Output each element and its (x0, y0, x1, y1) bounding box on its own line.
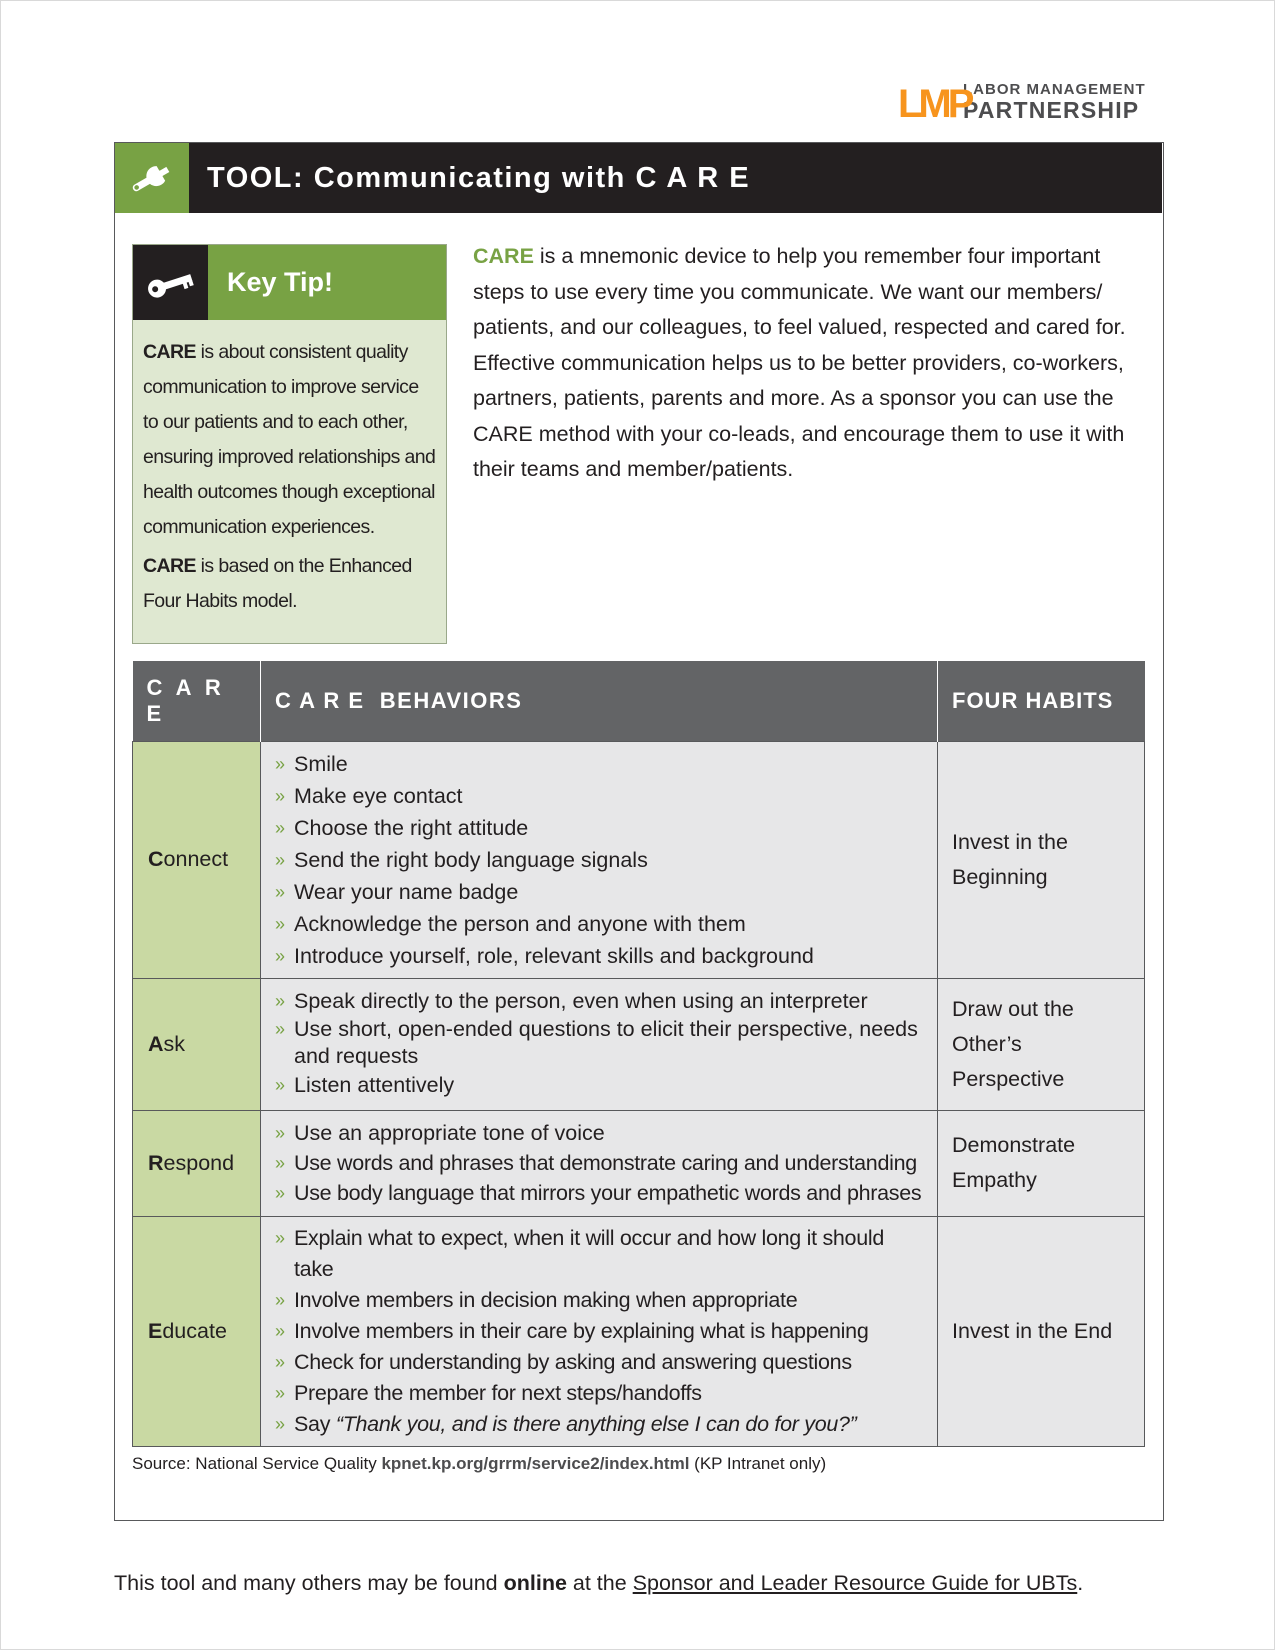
habit-cell: Draw out the Other’s Perspective (938, 978, 1145, 1110)
habit-cell: Invest in the Beginning (938, 741, 1145, 978)
key-tip-care-1: CARE (143, 341, 196, 363)
lmp-logo (898, 81, 1146, 126)
footer-suffix: . (1077, 1571, 1084, 1595)
behaviors-cell (261, 978, 938, 1110)
step-rest: espond (163, 1150, 235, 1175)
key-tip-title: Key Tip! (208, 245, 446, 320)
key-tip-care-2: CARE (143, 555, 196, 577)
intro-paragraph (473, 239, 1153, 488)
behaviors-cell (261, 741, 938, 978)
list-item: » Say “Thank you, and is there anything else I can do for you?” (275, 1411, 857, 1436)
list-item: » Prepare the member for next steps/handoffs (275, 1380, 702, 1405)
tool-box (114, 142, 1164, 1521)
list-item: » Wear your name badge (275, 879, 519, 904)
step-cell (133, 741, 261, 978)
table-row-respond (133, 1110, 1145, 1216)
step-cell (133, 978, 261, 1110)
list-item: » Use short, open-ended questions to elicit their perspective, needs and requests (275, 1017, 918, 1068)
intro-text: is a mnemonic device to help you remember four important steps to use every time you communicate. We want our members/ patients, and our colleagues, to feel valued, respected and cared for. Effective communication helps us to be better providers, co-workers, partners, patients, parents and more. As a sponsor you can use the CARE method with your co-leads, and encourage them to use it with their teams and member/patients. (473, 244, 1126, 481)
list-item: » Involve members in their care by explaining what is happening (275, 1318, 869, 1343)
step-rest: sk (163, 1031, 186, 1056)
logo-line-2: PARTNERSHIP (963, 97, 1140, 123)
footer-middle: at the (566, 1571, 633, 1595)
table-header-row (133, 661, 1145, 741)
habit-cell: Demonstrate Empathy (938, 1110, 1145, 1216)
list-item: » Choose the right attitude (275, 815, 529, 840)
step-rest: onnect (163, 847, 229, 871)
list-item: » Explain what to expect, when it will occur and how long it should take (275, 1225, 885, 1281)
table-row-ask (133, 978, 1145, 1110)
list-item: » Make eye contact (275, 783, 463, 808)
behaviors-cell (261, 1110, 938, 1216)
table-row-educate (133, 1216, 1145, 1446)
footer-prefix: This tool and many others may be found (114, 1571, 504, 1595)
tool-header (115, 143, 1162, 213)
step-initial: A (148, 1031, 164, 1056)
key-tip-box (132, 244, 447, 644)
list-item: » Involve members in decision making when appropriate (275, 1287, 798, 1312)
footer-note (114, 1571, 1083, 1596)
step-rest: ducate (162, 1318, 227, 1343)
key-tip-text-1: is about consistent quality communication to improve service to our patients and to each other, ensuring improved relationships and health outcomes though exceptional communication experiences. (143, 341, 436, 538)
source-suffix: (KP Intranet only) (689, 1454, 827, 1473)
logo-line-1: LABOR MANAGEMENT (963, 81, 1146, 98)
list-item: » Listen attentively (275, 1073, 455, 1097)
step-cell (133, 1216, 261, 1446)
step-cell (133, 1110, 261, 1216)
care-table (132, 661, 1145, 1447)
list-item: » Smile (275, 751, 348, 776)
svg-text:LMP: LMP (898, 82, 971, 126)
habit-cell: Invest in the End (938, 1216, 1145, 1446)
intro-care-word: CARE (473, 244, 534, 268)
key-tip-paragraph-2 (143, 549, 438, 619)
table-row-connect (133, 741, 1145, 978)
step-initial: R (148, 1150, 164, 1175)
lmp-logo-mark (898, 82, 971, 126)
list-item: » Use an appropriate tone of voice (275, 1121, 605, 1145)
list-item: » Send the right body language signals (275, 847, 648, 872)
key-tip-header (133, 245, 446, 320)
list-item: » Use words and phrases that demonstrate caring and understanding (275, 1151, 917, 1175)
resource-guide-link[interactable]: Sponsor and Leader Resource Guide for UBTs (632, 1571, 1078, 1595)
list-item: » Speak directly to the person, even when using an interpreter (275, 989, 868, 1013)
source-link[interactable]: kpnet.kp.org/grrm/service2/index.html (381, 1454, 690, 1473)
key-tip-text-2: is based on the Enhanced Four Habits model. (143, 555, 412, 612)
list-item: » Introduce yourself, role, relevant skills and background (275, 943, 814, 968)
key-icon (133, 245, 208, 320)
list-item: » Check for understanding by asking and answering questions (275, 1349, 852, 1374)
key-tip-body (143, 335, 438, 623)
step-initial: E (148, 1318, 163, 1343)
list-item: » Acknowledge the person and anyone with them (275, 911, 746, 936)
tool-title: TOOL: Communicating with C A R E (207, 162, 751, 194)
footer-online: online (503, 1571, 567, 1595)
col-header-behaviors: C A R E BEHAVIORS (261, 661, 938, 741)
behaviors-cell (261, 1216, 938, 1446)
key-tip-paragraph-1 (143, 335, 438, 545)
col-header-care: C A R E (133, 661, 261, 741)
col-header-four-habits: FOUR HABITS (938, 661, 1145, 741)
wrench-icon (115, 143, 189, 213)
source-note (132, 1454, 826, 1474)
step-initial: C (148, 847, 164, 871)
list-item: » Use body language that mirrors your empathetic words and phrases (275, 1181, 922, 1205)
source-label: Source: National Service Quality (132, 1454, 382, 1473)
